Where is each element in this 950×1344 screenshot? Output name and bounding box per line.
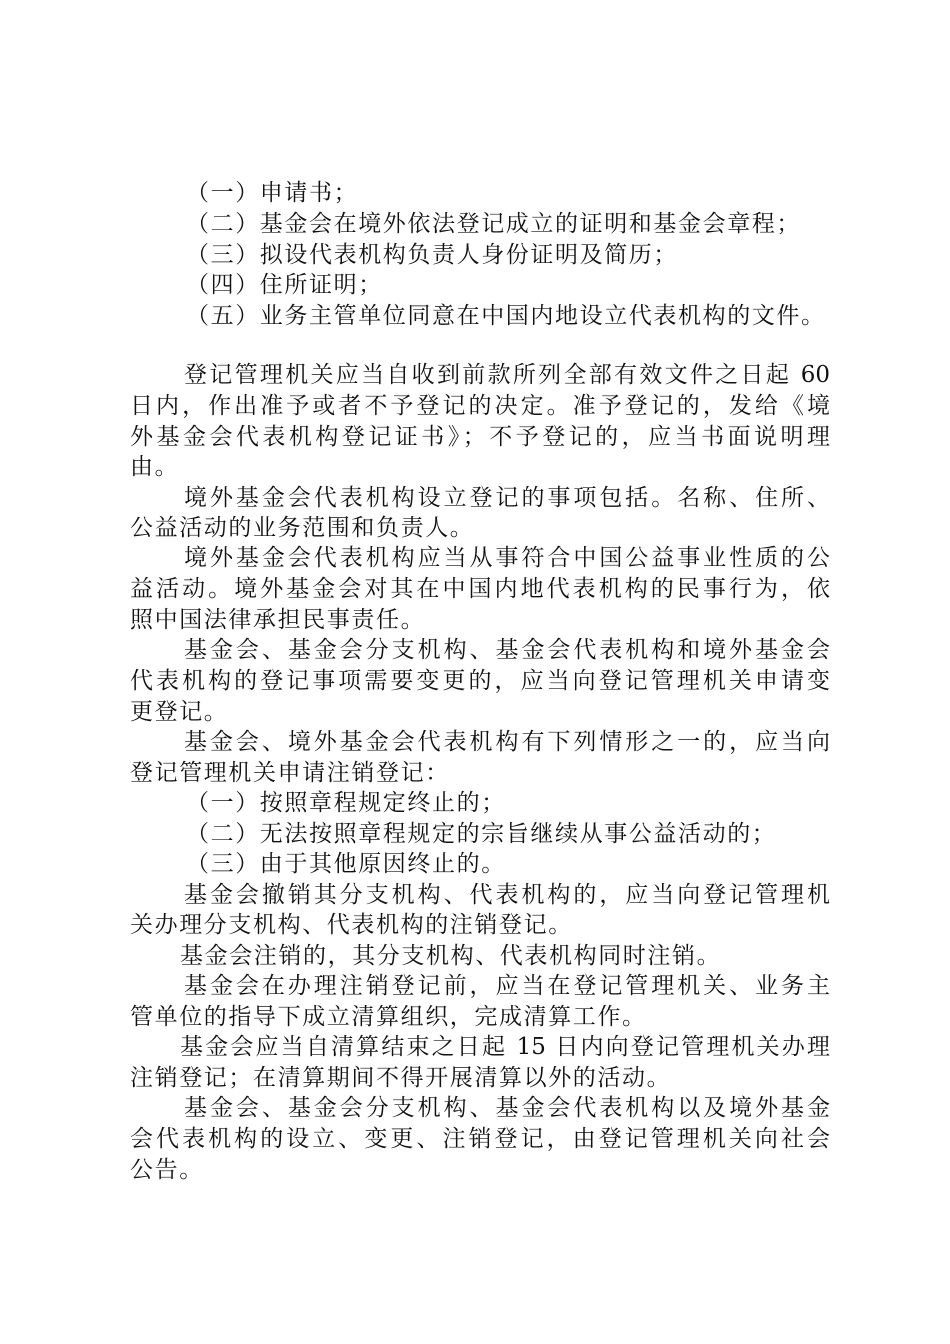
paragraph-line: 基金会撤销其分支机构、代表机构的，应当向登记管理机	[184, 882, 830, 908]
list-item: （一）申请书；	[186, 180, 359, 206]
paragraph-line: 境外基金会代表机构应当从事符合中国公益事业性质的公	[184, 545, 830, 571]
paragraph-line: 基金会、境外基金会代表机构有下列情形之一的，应当向	[184, 729, 830, 755]
paragraph-line: 登记管理机关申请注销登记：	[130, 760, 450, 786]
list-item: （一）按照章程规定终止的；	[186, 790, 506, 816]
paragraph-line: 登记管理机关应当自收到前款所列全部有效文件之日起 60	[184, 362, 830, 388]
paragraph-line: 公益活动的业务范围和负责人。	[130, 515, 475, 541]
paragraph-line: 基金会应当自清算结束之日起 15 日内向登记管理机关办理	[180, 1034, 830, 1060]
paragraph-line: 境外基金会代表机构设立登记的事项包括。名称、住所、	[184, 485, 830, 511]
paragraph-line: 关办理分支机构、代表机构的注销登记。	[130, 912, 573, 938]
paragraph-line: 益活动。境外基金会对其在中国内地代表机构的民事行为，依	[130, 576, 830, 602]
list-item: （二）无法按照章程规定的宗旨继续从事公益活动的；	[186, 821, 777, 847]
paragraph-line: 基金会、基金会分支机构、基金会代表机构和境外基金会	[184, 637, 830, 663]
list-item: （五）业务主管单位同意在中国内地设立代表机构的文件。	[186, 303, 826, 329]
paragraph-line: 更登记。	[130, 699, 229, 725]
paragraph-line: 照中国法律承担民事责任。	[130, 607, 426, 633]
list-item: （三）拟设代表机构负责人身份证明及简历；	[186, 242, 678, 268]
paragraph-line: 基金会在办理注销登记前，应当在登记管理机关、业务主	[184, 973, 830, 999]
paragraph-line: 注销登记；在清算期间不得开展清算以外的活动。	[130, 1065, 672, 1091]
paragraph-line: 外基金会代表机构登记证书》；不予登记的，应当书面说明理	[130, 424, 830, 450]
paragraph-line: 管单位的指导下成立清算组织，完成清算工作。	[130, 1004, 647, 1030]
paragraph-line: 基金会注销的，其分支机构、代表机构同时注销。	[180, 943, 722, 969]
list-item: （二）基金会在境外依法登记成立的证明和基金会章程；	[186, 211, 801, 237]
paragraph-line: 日内，作出准予或者不予登记的决定。准予登记的，发给《境	[130, 393, 830, 419]
paragraph-line: 基金会、基金会分支机构、基金会代表机构以及境外基金	[184, 1095, 830, 1121]
paragraph-line: 代表机构的登记事项需要变更的，应当向登记管理机关申请变	[130, 668, 830, 694]
list-item: （四）住所证明；	[186, 272, 383, 298]
paragraph-line: 会代表机构的设立、变更、注销登记，由登记管理机关向社会	[130, 1126, 830, 1152]
paragraph-line: 由。	[130, 454, 180, 480]
paragraph-line: 公告。	[130, 1157, 204, 1183]
list-item: （三）由于其他原因终止的。	[186, 851, 506, 877]
